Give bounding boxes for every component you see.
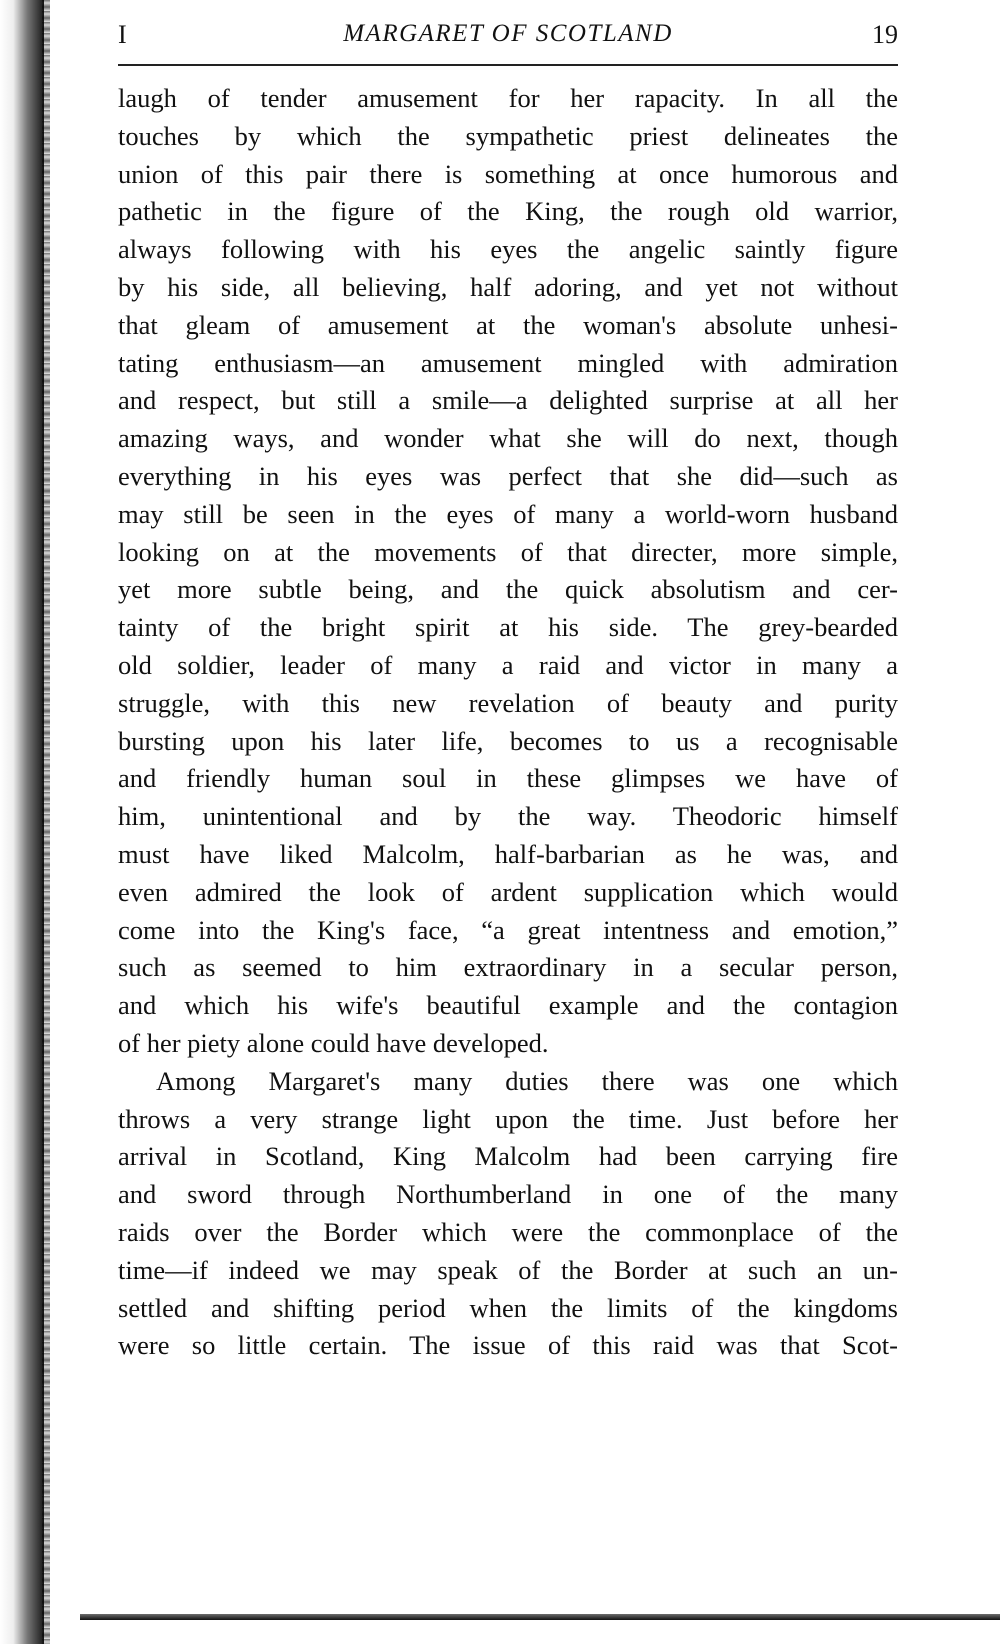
text-line: throws a very strange light upon the time. Just before her xyxy=(118,1103,898,1134)
text-line: laugh of tender amusement for her rapacity. In all the xyxy=(118,83,898,113)
chapter-number: I xyxy=(118,20,127,49)
text-line: old soldier, leader of many a raid and victor in many a xyxy=(118,649,898,680)
text-line: arrival in Scotland, King Malcolm had been carrying fire xyxy=(118,1141,898,1172)
book-spine-shadow xyxy=(0,0,44,1644)
text-line: touches by which the sympathetic priest delineates the xyxy=(118,120,898,151)
text-line: Among Margaret's many duties there was one which xyxy=(156,1065,898,1096)
text-line: come into the King's face, “a great intentness and emotion,” xyxy=(118,914,898,945)
page-number: 19 xyxy=(872,20,898,49)
text-line: and sword through Northumberland in one of the many xyxy=(118,1179,898,1210)
text-line: always following with his eyes the angelic saintly figure xyxy=(118,234,898,265)
header-rule xyxy=(118,64,898,66)
text-line: amazing ways, and wonder what she will do next, though xyxy=(118,423,898,454)
text-line: and friendly human soul in these glimpses we have of xyxy=(118,763,898,794)
paragraph-1 xyxy=(118,80,898,1063)
text-line: of her piety alone could have developed. xyxy=(118,1027,549,1058)
body-text xyxy=(118,80,898,1365)
text-line: union of this pair there is something at once humorous and xyxy=(118,158,898,189)
text-line: must have liked Malcolm, half-barbarian as he was, and xyxy=(118,838,898,869)
paragraph-2 xyxy=(118,1063,898,1365)
text-line: struggle, with this new revelation of beauty and purity xyxy=(118,687,898,718)
text-line: settled and shifting period when the limits of the kingdoms xyxy=(118,1292,898,1323)
text-line: and which his wife's beautiful example and the contagion xyxy=(118,990,898,1021)
text-line: looking on at the movements of that directer, more simple, xyxy=(118,536,898,567)
text-line: tainty of the bright spirit at his side. The grey-bearded xyxy=(118,612,898,643)
text-line: bursting upon his later life, becomes to us a recognisable xyxy=(118,725,898,756)
text-line: everything in his eyes was perfect that she did—such as xyxy=(118,460,898,491)
text-line: that gleam of amusement at the woman's absolute unhesi- xyxy=(118,309,898,340)
text-line: and respect, but still a smile—a delighted surprise at all her xyxy=(118,385,898,416)
text-line: tating enthusiasm—an amusement mingled with admiration xyxy=(118,347,898,378)
running-title: MARGARET OF SCOTLAND xyxy=(343,20,673,47)
page-header xyxy=(118,20,898,60)
text-line: pathetic in the figure of the King, the rough old warrior, xyxy=(118,196,898,227)
text-line: by his side, all believing, half adoring, and yet not without xyxy=(118,271,898,302)
text-line: raids over the Border which were the commonplace of the xyxy=(118,1216,898,1247)
text-line: him, unintentional and by the way. Theodoric himself xyxy=(118,801,898,832)
text-line: may still be seen in the eyes of many a world-worn husband xyxy=(118,498,898,529)
text-line: even admired the look of ardent supplication which would xyxy=(118,876,898,907)
text-line: yet more subtle being, and the quick absolutism and cer- xyxy=(118,574,898,605)
page-bottom-edge xyxy=(80,1614,1000,1620)
text-line: were so little certain. The issue of this raid was that Scot- xyxy=(118,1330,898,1361)
text-line: such as seemed to him extraordinary in a secular person, xyxy=(118,952,898,983)
text-line: time—if indeed we may speak of the Border at such an un- xyxy=(118,1254,898,1285)
